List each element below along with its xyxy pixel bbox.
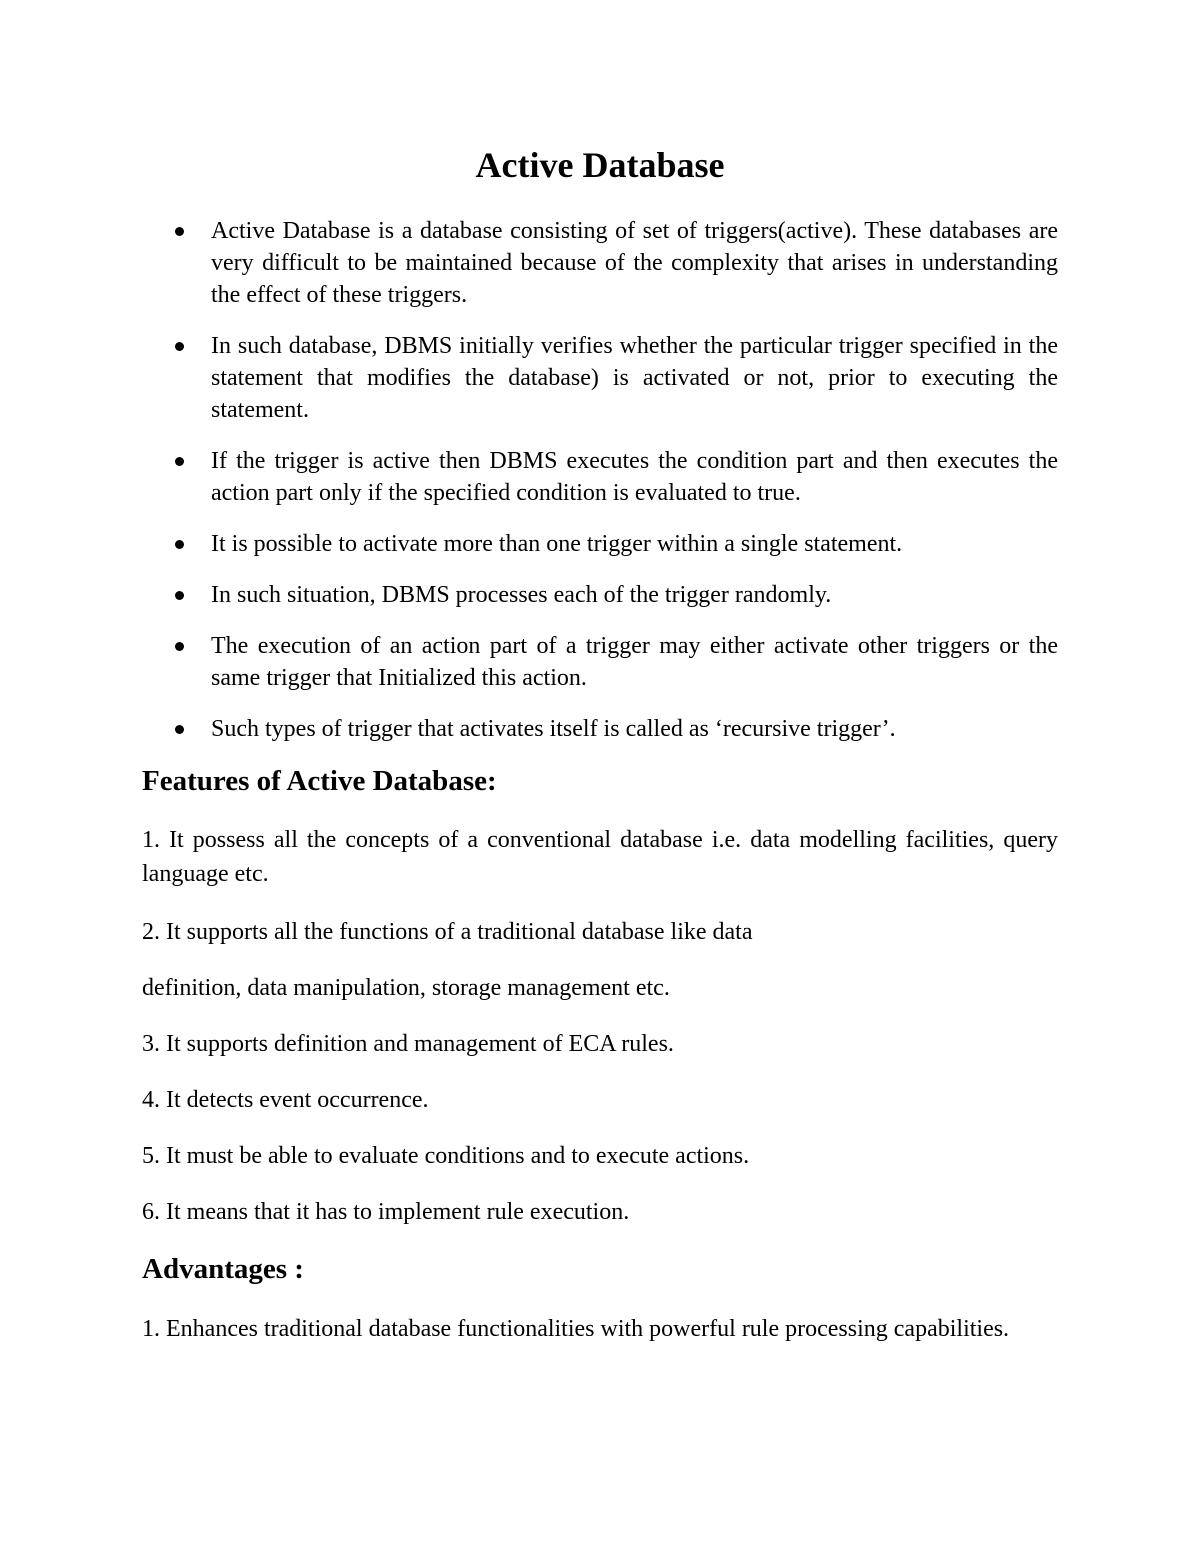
bullet-icon: [175, 457, 184, 466]
feature-item-2-continued: definition, data manipulation, storage management etc.: [142, 975, 670, 1001]
bullet-item: [142, 215, 1058, 311]
advantage-item-1: 1. Enhances traditional database functionalities with powerful rule processing capabilities.: [142, 1316, 1010, 1342]
bullet-text: If the trigger is active then DBMS executes the condition part and then executes the action part only if the specified condition is evaluated to true.: [211, 448, 1058, 506]
feature-item-5: 5. It must be able to evaluate conditions and to execute actions.: [142, 1143, 750, 1169]
bullet-text: Such types of trigger that activates itself is called as ‘recursive trigger’.: [211, 716, 896, 742]
document-title: Active Database: [475, 145, 725, 185]
bullet-text: It is possible to activate more than one trigger within a single statement.: [211, 531, 903, 557]
bullet-item: [142, 445, 1058, 509]
bullet-list: [142, 215, 1058, 764]
bullet-icon: [175, 642, 184, 651]
bullet-item: [142, 528, 1058, 560]
bullet-icon: [175, 540, 184, 549]
bullet-item: [142, 713, 1058, 745]
feature-item-4: 4. It detects event occurrence.: [142, 1087, 429, 1113]
feature-item-3: 3. It supports definition and management of ECA rules.: [142, 1031, 674, 1057]
bullet-item: [142, 330, 1058, 426]
feature-item-6: 6. It means that it has to implement rule execution.: [142, 1199, 630, 1225]
bullet-icon: [175, 591, 184, 600]
features-heading: Features of Active Database:: [142, 765, 497, 797]
bullet-icon: [175, 342, 184, 351]
bullet-item: [142, 579, 1058, 611]
advantages-heading: Advantages :: [142, 1253, 304, 1285]
bullet-text: The execution of an action part of a trigger may either activate other triggers or the same trigger that Initialized this action.: [211, 633, 1058, 691]
feature-item-2: 2. It supports all the functions of a traditional database like data: [142, 919, 753, 945]
bullet-text: Active Database is a database consisting of set of triggers(active). These databases are very difficult to be maintained because of the complexity that arises in understanding the effect of these triggers.: [211, 218, 1058, 308]
bullet-item: [142, 630, 1058, 694]
bullet-icon: [175, 227, 184, 236]
bullet-text: In such situation, DBMS processes each of the trigger randomly.: [211, 582, 832, 608]
bullet-icon: [175, 725, 184, 734]
feature-item-1: 1. It possess all the concepts of a conventional database i.e. data modelling facilities, query language etc.: [142, 827, 1058, 887]
bullet-text: In such database, DBMS initially verifies whether the particular trigger specified in the statement that modifies the database) is activated or not, prior to executing the statement.: [211, 333, 1058, 423]
